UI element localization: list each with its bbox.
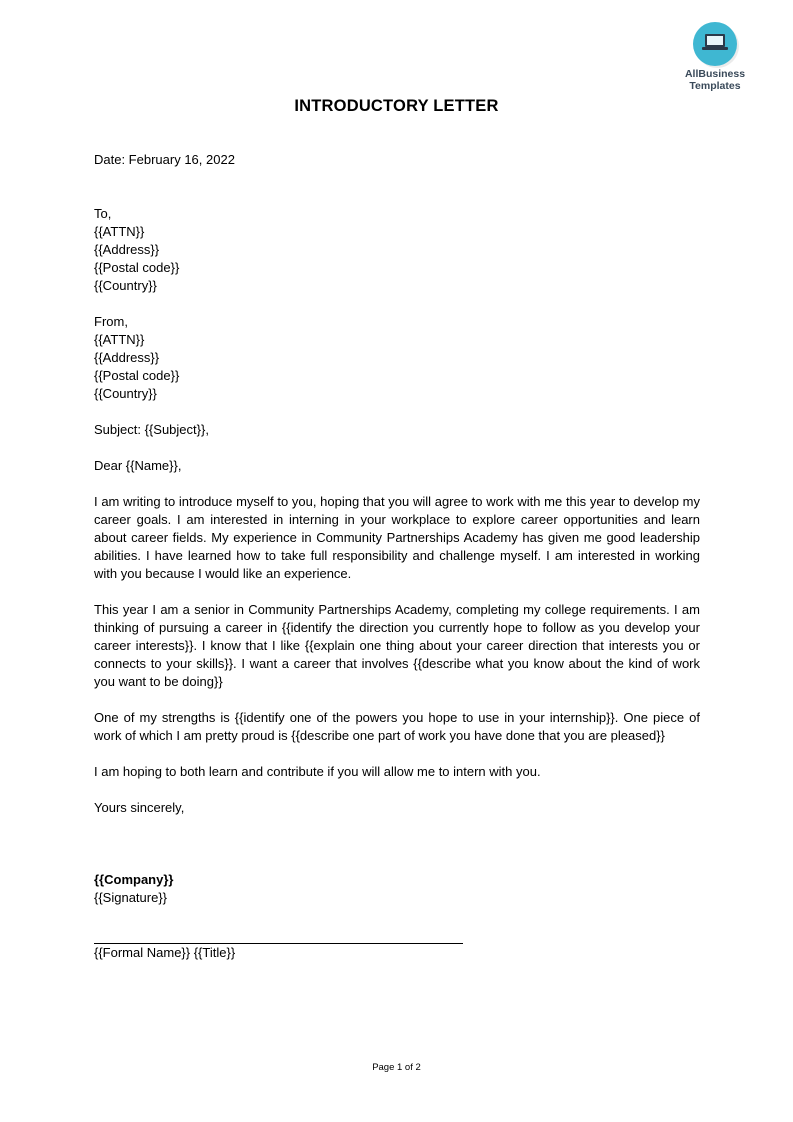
allbusiness-templates-logo: [676, 22, 754, 92]
sender-block: [94, 313, 700, 403]
to-attn: {{ATTN}}: [94, 224, 145, 239]
document-title: INTRODUCTORY LETTER: [294, 97, 499, 115]
from-label: From,: [94, 314, 128, 329]
to-label: To,: [94, 206, 112, 221]
date-line: Date: February 16, 2022: [94, 152, 235, 167]
from-address: {{Address}}: [94, 350, 160, 365]
salutation: Dear {{Name}},: [94, 458, 182, 473]
subject-line: Subject: {{Subject}},: [94, 422, 209, 437]
signature-placeholder: {{Signature}}: [94, 890, 168, 905]
company-placeholder: {{Company}}: [94, 872, 174, 887]
body-paragraph-3: One of my strengths is {{identify one of the powers you hope to use in your internship}}. One piece of work of which I am pretty proud is {{describe one part of work you have done that you are pleased}}: [94, 710, 700, 743]
logo-badge: [693, 22, 737, 66]
logo-text: [676, 68, 754, 92]
from-postal-code: {{Postal code}}: [94, 368, 180, 383]
to-postal-code: {{Postal code}}: [94, 260, 180, 275]
body-paragraph-4: I am hoping to both learn and contribute if you will allow me to intern with you.: [94, 764, 541, 779]
logo-line-2: Templates: [689, 80, 741, 92]
closing: Yours sincerely,: [94, 800, 185, 815]
recipient-block: [94, 205, 700, 295]
from-attn: {{ATTN}}: [94, 332, 145, 347]
to-address: {{Address}}: [94, 242, 160, 257]
to-country: {{Country}}: [94, 278, 157, 293]
laptop-icon: [700, 31, 730, 55]
formal-name-title: {{Formal Name}} {{Title}}: [94, 945, 236, 960]
body-paragraph-2: This year I am a senior in Community Partnerships Academy, completing my college requirements. I am thinking of pursuing a career in {{identify the direction you currently hope to follow as you develop your career interests}}. I know that I like {{explain one thing about your career direction that interests you or connects to your skills}}. I want a career that involves {{describe what you know about the kind of work you want to be doing}}: [94, 602, 700, 689]
logo-line-1: AllBusiness: [684, 68, 746, 80]
body-paragraph-1: I am writing to introduce myself to you, hoping that you will agree to work with me this year to develop my career goals. I am interested in interning in your workplace to explore career opportunities and learn about career fields. My experience in Community Partnerships Academy has given me good leadership abilities. I have learned how to take full responsibility and challenge myself. I am interested in working with you because I would like an experience.: [94, 494, 700, 581]
page-number: Page 1 of 2: [372, 1062, 421, 1073]
letter-body: [94, 151, 700, 962]
from-country: {{Country}}: [94, 386, 157, 401]
